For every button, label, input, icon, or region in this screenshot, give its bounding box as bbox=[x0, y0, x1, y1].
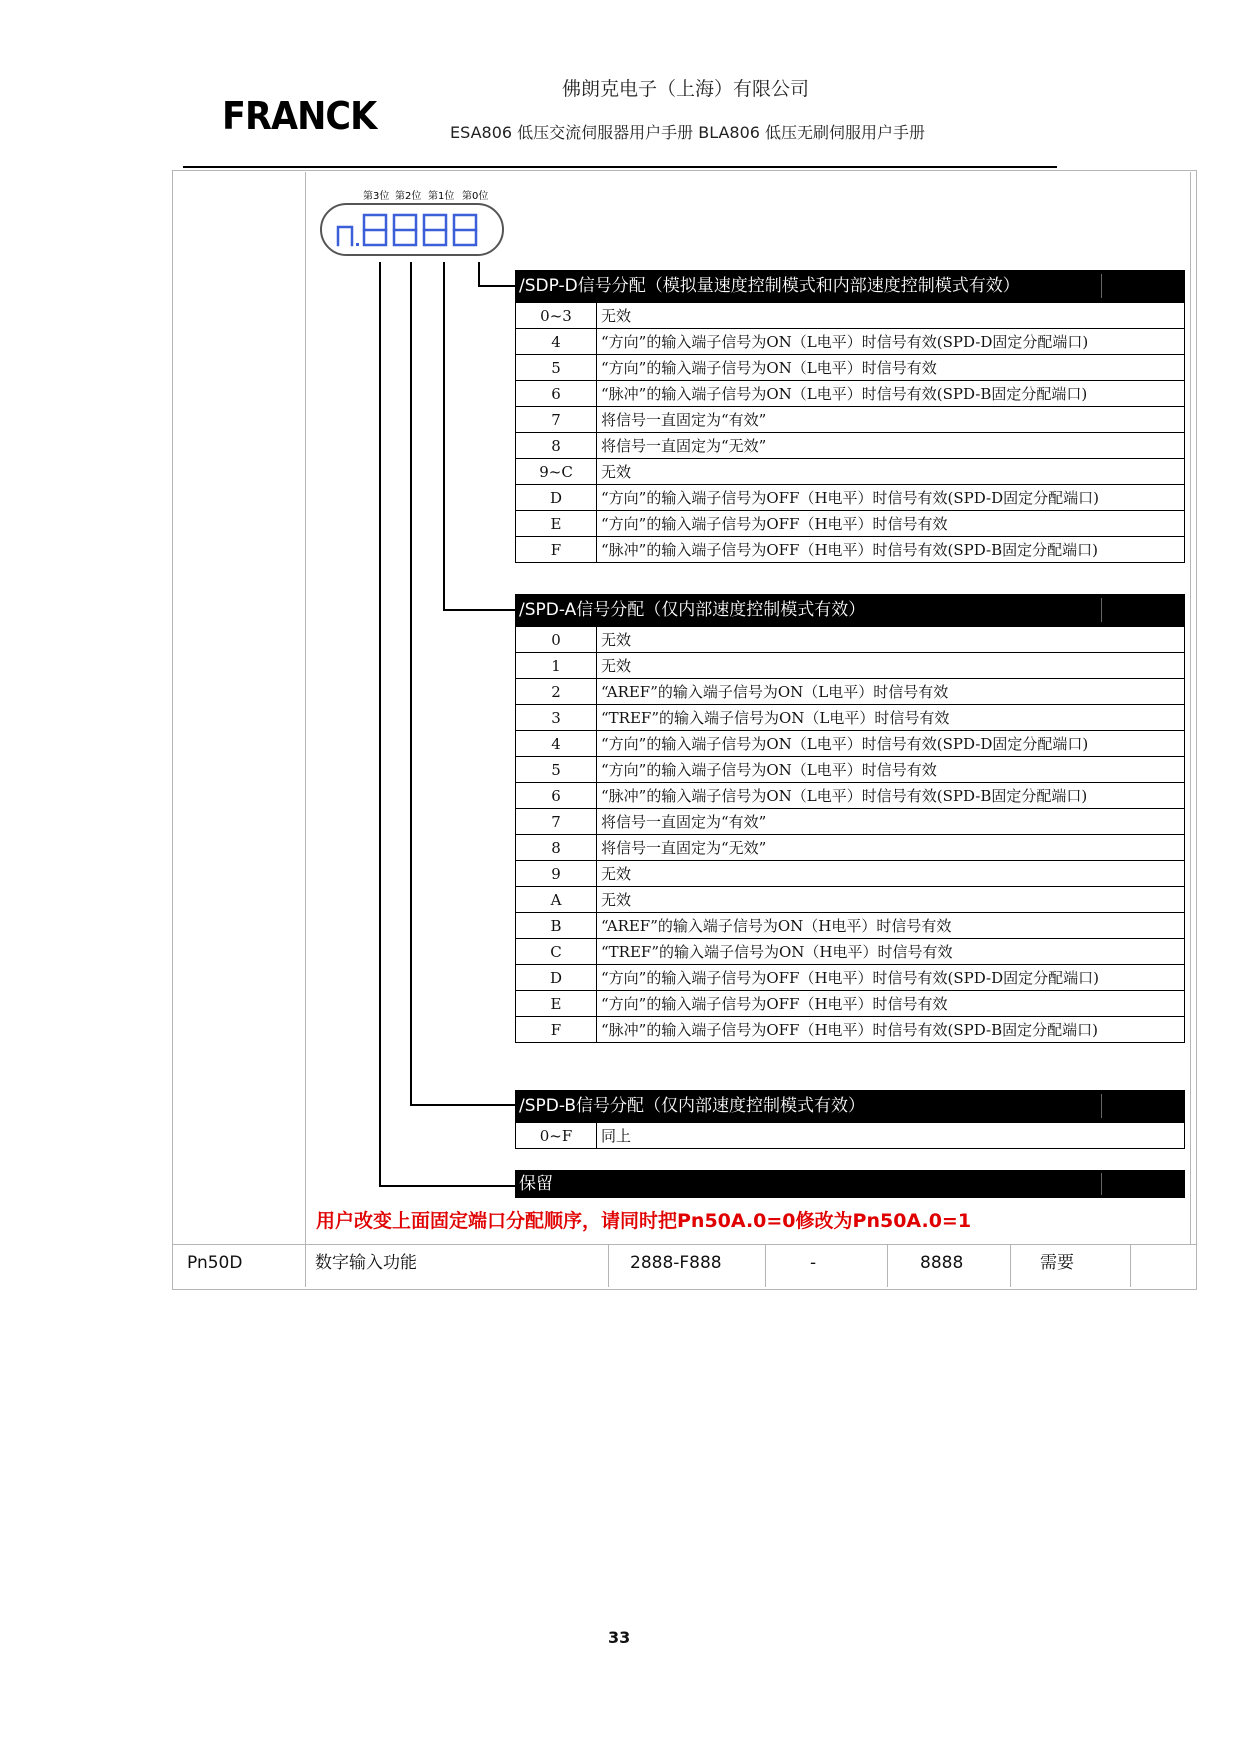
signal-code: A bbox=[516, 887, 597, 913]
signal-description: 无效 bbox=[597, 653, 1185, 679]
signal-row bbox=[516, 783, 1185, 809]
col-sep bbox=[1130, 1245, 1131, 1287]
signal-description: 将信号一直固定为“无效” bbox=[597, 433, 1185, 459]
signal-code: D bbox=[516, 965, 597, 991]
signal-description: “方向”的输入端子信号为OFF（H电平）时信号有效 bbox=[597, 511, 1185, 537]
digit-label-2: 第2位 bbox=[395, 191, 422, 202]
signal-row bbox=[516, 381, 1185, 407]
signal-code: 0~F bbox=[516, 1123, 597, 1149]
signal-description: 无效 bbox=[597, 303, 1185, 329]
header-splitter bbox=[1101, 1094, 1102, 1118]
signal-description: “方向”的输入端子信号为ON（L电平）时信号有效 bbox=[597, 757, 1185, 783]
signal-row bbox=[516, 861, 1185, 887]
signal-code: 7 bbox=[516, 407, 597, 433]
digit-label-1: 第1位 bbox=[428, 191, 455, 202]
section-title: 保留 bbox=[519, 1174, 553, 1194]
signal-description: 无效 bbox=[597, 887, 1185, 913]
connector-digit3 bbox=[379, 262, 517, 1187]
signal-row bbox=[516, 679, 1185, 705]
signal-code: 1 bbox=[516, 653, 597, 679]
signal-code: 5 bbox=[516, 355, 597, 381]
signal-code: 9~C bbox=[516, 459, 597, 485]
signal-code: 5 bbox=[516, 757, 597, 783]
signal-code: F bbox=[516, 537, 597, 563]
header-splitter bbox=[1101, 274, 1102, 298]
param-row-pn50d bbox=[172, 1244, 1196, 1287]
franck-logo: FRANCK bbox=[222, 94, 377, 138]
signal-description: “方向”的输入端子信号为OFF（H电平）时信号有效(SPD-D固定分配端口) bbox=[597, 965, 1185, 991]
signal-row bbox=[516, 939, 1185, 965]
signal-code: 0 bbox=[516, 627, 597, 653]
digit-label-0: 第0位 bbox=[462, 191, 489, 202]
signal-code: D bbox=[516, 485, 597, 511]
port-order-note: 用户改变上面固定端口分配顺序，请同时把Pn50A.0=0修改为Pn50A.0=1 bbox=[316, 1210, 972, 1232]
signal-row bbox=[516, 757, 1185, 783]
section-header-spd-a bbox=[515, 594, 1185, 626]
page-number: 33 bbox=[608, 1628, 631, 1647]
signal-code: 4 bbox=[516, 731, 597, 757]
param-restart: 需要 bbox=[1040, 1253, 1074, 1273]
signal-description: “方向”的输入端子信号为OFF（H电平）时信号有效(SPD-D固定分配端口) bbox=[597, 485, 1185, 511]
signal-row bbox=[516, 433, 1185, 459]
signal-code: 6 bbox=[516, 381, 597, 407]
signal-code: 7 bbox=[516, 809, 597, 835]
signal-description: “TREF”的输入端子信号为ON（L电平）时信号有效 bbox=[597, 705, 1185, 731]
signal-row bbox=[516, 537, 1185, 563]
signal-description: “脉冲”的输入端子信号为ON（L电平）时信号有效(SPD-B固定分配端口) bbox=[597, 783, 1185, 809]
signal-code: C bbox=[516, 939, 597, 965]
signal-description: “脉冲”的输入端子信号为OFF（H电平）时信号有效(SPD-B固定分配端口) bbox=[597, 537, 1185, 563]
signal-row bbox=[516, 913, 1185, 939]
signal-description: 同上 bbox=[597, 1123, 1185, 1149]
signal-row bbox=[516, 991, 1185, 1017]
param-range: 2888-F888 bbox=[630, 1253, 722, 1273]
section-title: /SPD-A信号分配（仅内部速度控制模式有效） bbox=[519, 600, 866, 620]
signal-code: 8 bbox=[516, 835, 597, 861]
signal-row bbox=[516, 485, 1185, 511]
signal-code: 3 bbox=[516, 705, 597, 731]
signal-row bbox=[516, 1123, 1185, 1149]
signal-description: 无效 bbox=[597, 861, 1185, 887]
section-header-spd-b bbox=[515, 1090, 1185, 1122]
signal-code: E bbox=[516, 991, 597, 1017]
signal-description: “脉冲”的输入端子信号为ON（L电平）时信号有效(SPD-B固定分配端口) bbox=[597, 381, 1185, 407]
company-name: 佛朗克电子（上海）有限公司 bbox=[562, 78, 810, 100]
signal-code: F bbox=[516, 1017, 597, 1043]
section-title: /SPD-B信号分配（仅内部速度控制模式有效） bbox=[519, 1096, 866, 1116]
signal-description: “方向”的输入端子信号为OFF（H电平）时信号有效 bbox=[597, 991, 1185, 1017]
signal-description: “TREF”的输入端子信号为ON（H电平）时信号有效 bbox=[597, 939, 1185, 965]
signal-row bbox=[516, 511, 1185, 537]
signal-code: E bbox=[516, 511, 597, 537]
section-header-sdp-d bbox=[515, 270, 1185, 302]
signal-description: “方向”的输入端子信号为ON（L电平）时信号有效(SPD-D固定分配端口) bbox=[597, 731, 1185, 757]
manual-subtitle: ESA806 低压交流伺服器用户手册 BLA806 低压无刷伺服用户手册 bbox=[450, 123, 926, 142]
frame-divider-left bbox=[305, 172, 306, 1245]
signal-description: 无效 bbox=[597, 459, 1185, 485]
signal-row bbox=[516, 459, 1185, 485]
signal-code: 2 bbox=[516, 679, 597, 705]
signal-row bbox=[516, 303, 1185, 329]
signal-row bbox=[516, 653, 1185, 679]
param-default: 8888 bbox=[920, 1253, 964, 1273]
signal-row bbox=[516, 835, 1185, 861]
digit-label-3: 第3位 bbox=[363, 191, 390, 202]
section-header-reserved bbox=[515, 1170, 1185, 1198]
segment-digits-icon bbox=[322, 205, 506, 258]
header-rule bbox=[183, 166, 1057, 168]
header-splitter bbox=[1101, 1173, 1102, 1195]
signal-row bbox=[516, 887, 1185, 913]
signal-description: 将信号一直固定为“无效” bbox=[597, 835, 1185, 861]
frame-divider-right bbox=[1190, 172, 1191, 1245]
signal-table-spd-b bbox=[515, 1122, 1185, 1149]
signal-row bbox=[516, 1017, 1185, 1043]
signal-description: “方向”的输入端子信号为ON（L电平）时信号有效 bbox=[597, 355, 1185, 381]
signal-code: 8 bbox=[516, 433, 597, 459]
signal-code: 0~3 bbox=[516, 303, 597, 329]
signal-row bbox=[516, 731, 1185, 757]
signal-description: “AREF”的输入端子信号为ON（H电平）时信号有效 bbox=[597, 913, 1185, 939]
signal-row bbox=[516, 627, 1185, 653]
param-unit: - bbox=[810, 1253, 817, 1273]
col-sep bbox=[1010, 1245, 1011, 1287]
signal-row bbox=[516, 809, 1185, 835]
signal-row bbox=[516, 329, 1185, 355]
signal-code: 9 bbox=[516, 861, 597, 887]
signal-row bbox=[516, 407, 1185, 433]
signal-code: 6 bbox=[516, 783, 597, 809]
col-sep bbox=[887, 1245, 888, 1287]
signal-row bbox=[516, 355, 1185, 381]
signal-row bbox=[516, 705, 1185, 731]
header-splitter bbox=[1101, 598, 1102, 622]
signal-description: 将信号一直固定为“有效” bbox=[597, 809, 1185, 835]
seven-segment-display bbox=[320, 203, 504, 256]
param-number: Pn50D bbox=[187, 1253, 243, 1273]
signal-code: 4 bbox=[516, 329, 597, 355]
param-name: 数字输入功能 bbox=[315, 1253, 417, 1273]
col-sep bbox=[608, 1245, 609, 1287]
signal-code: B bbox=[516, 913, 597, 939]
signal-description: “方向”的输入端子信号为ON（L电平）时信号有效(SPD-D固定分配端口) bbox=[597, 329, 1185, 355]
signal-description: 无效 bbox=[597, 627, 1185, 653]
signal-description: “AREF”的输入端子信号为ON（L电平）时信号有效 bbox=[597, 679, 1185, 705]
signal-description: 将信号一直固定为“有效” bbox=[597, 407, 1185, 433]
signal-table-spd-a bbox=[515, 626, 1185, 1043]
signal-row bbox=[516, 965, 1185, 991]
signal-description: “脉冲”的输入端子信号为OFF（H电平）时信号有效(SPD-B固定分配端口) bbox=[597, 1017, 1185, 1043]
section-title: /SDP-D信号分配（模拟量速度控制模式和内部速度控制模式有效） bbox=[519, 276, 1020, 296]
signal-table-sdp-d bbox=[515, 302, 1185, 563]
col-sep bbox=[765, 1245, 766, 1287]
col-sep bbox=[305, 1245, 306, 1287]
